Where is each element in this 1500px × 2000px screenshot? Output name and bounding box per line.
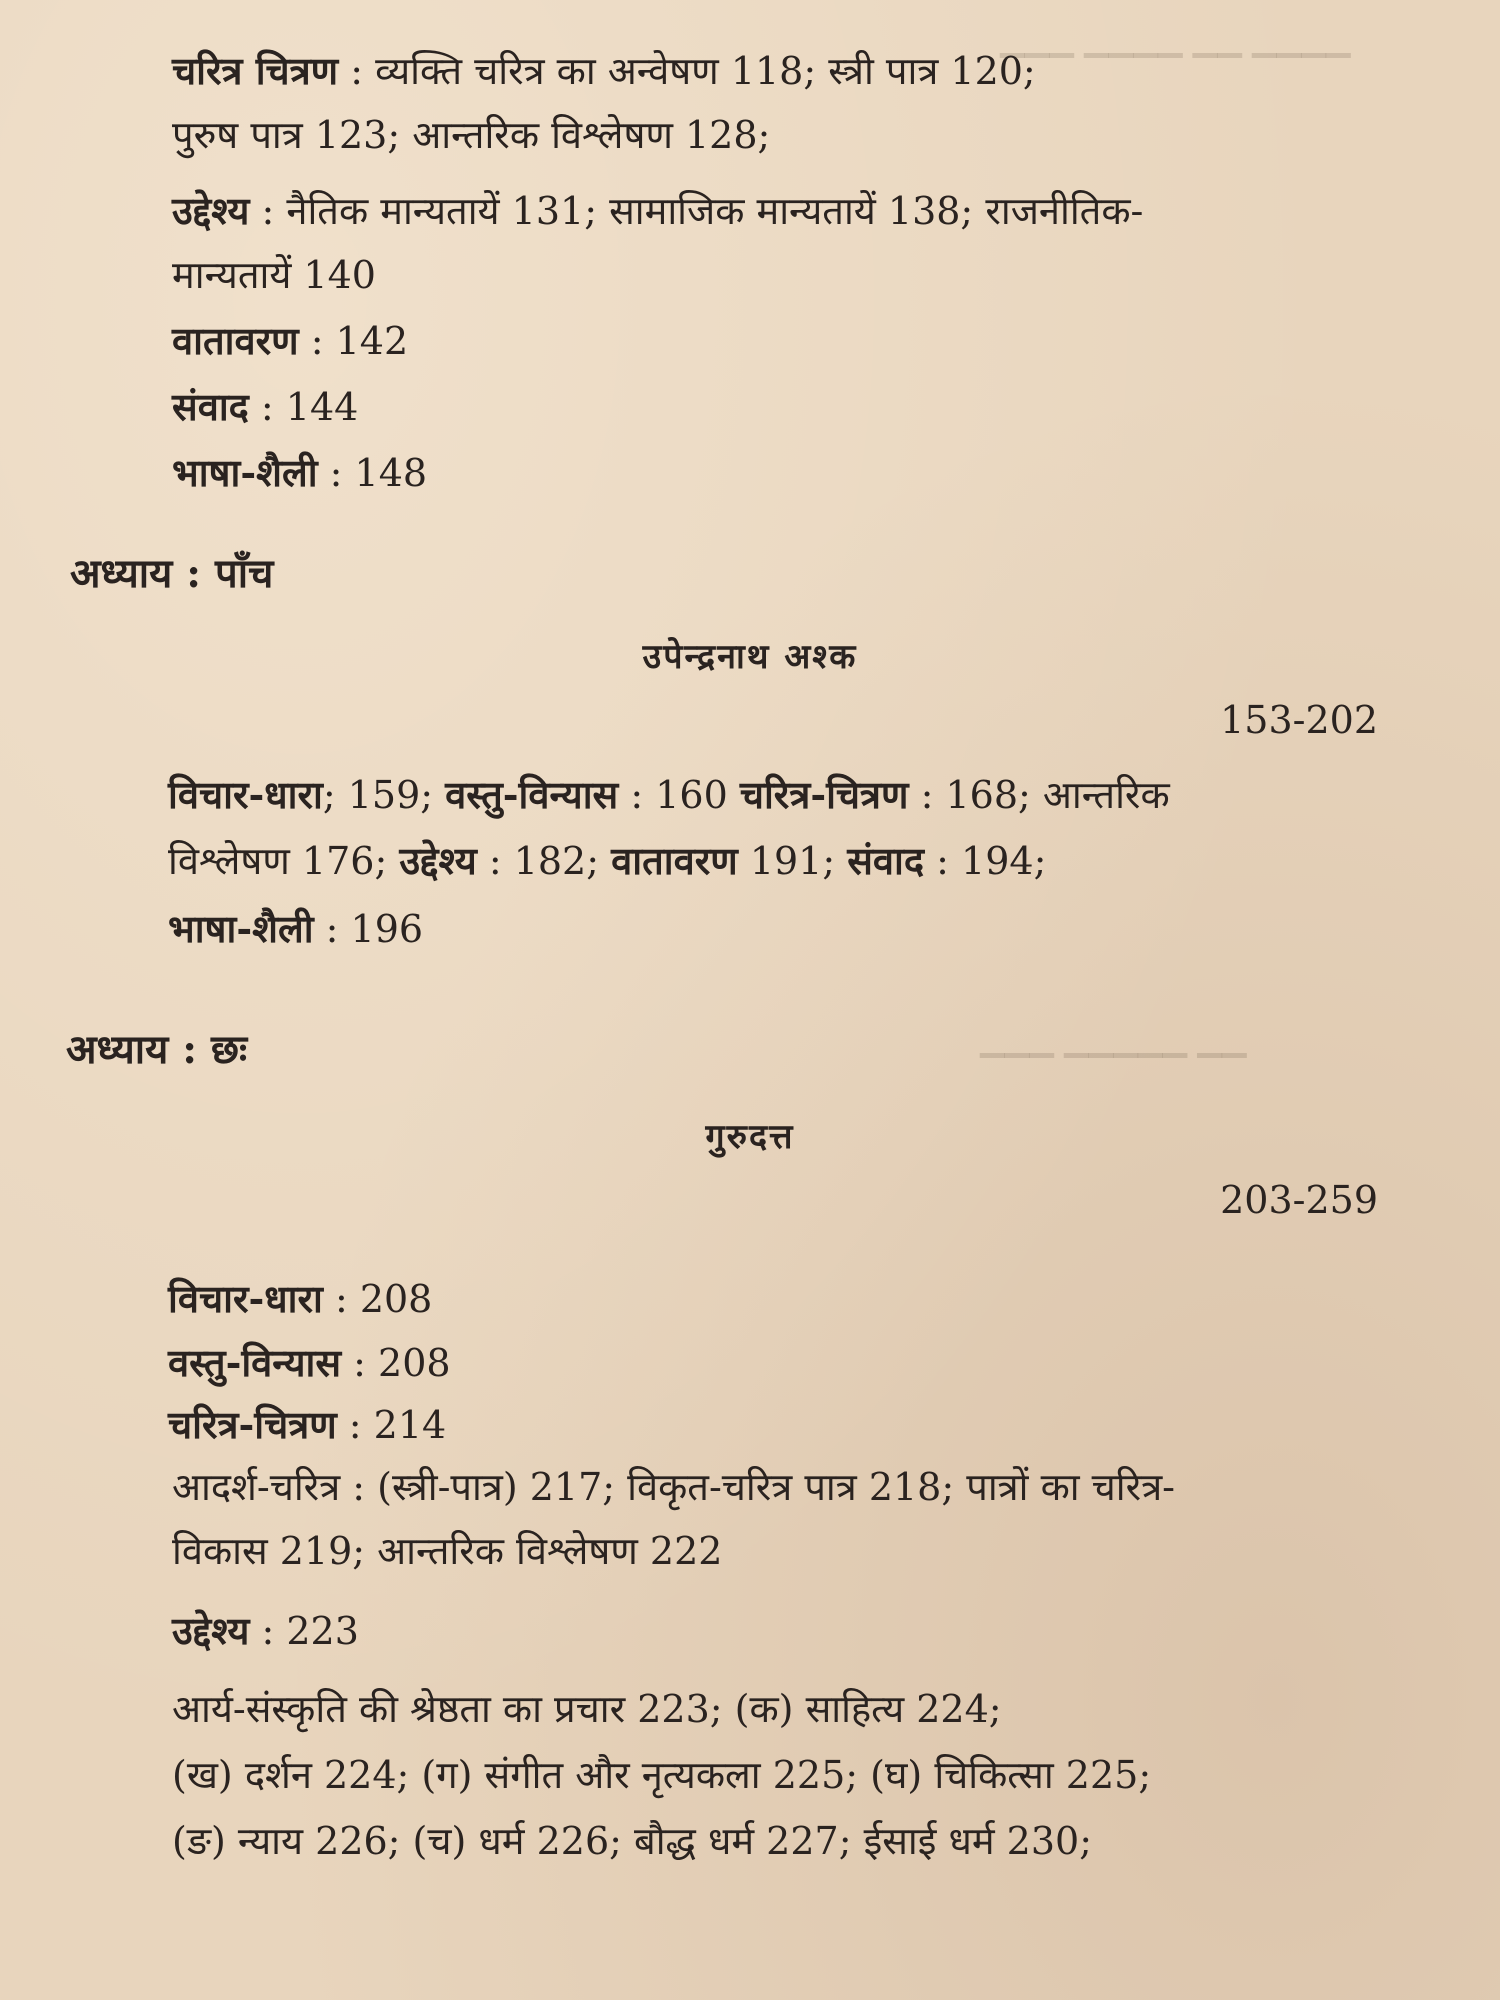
chapter-heading: अध्याय : छः (66, 1026, 248, 1073)
topic-entries: : 214 (336, 1403, 447, 1447)
topic-heading: चरित्र चित्रण (172, 48, 339, 93)
topic-entries: : 196 (313, 907, 424, 951)
index-line (172, 318, 409, 363)
index-line (172, 188, 1144, 233)
topic-entries: : 144 (248, 385, 359, 429)
index-line (168, 1276, 433, 1321)
index-line (172, 450, 428, 495)
topic-entries: : 194; (924, 839, 1047, 883)
index-line: आदर्श-चरित्र : (स्त्री-पात्र) 217; विकृत-चरित्र पात्र 218; पात्रों का चरित्र- (172, 1465, 1176, 1509)
topic-entries: : 148 (317, 451, 428, 495)
topic-heading: संवाद (847, 838, 925, 883)
topic-heading: उद्देश्य (399, 838, 477, 883)
index-line (168, 772, 1170, 817)
topic-heading: भाषा-शैली (168, 906, 314, 951)
topic-entries: : 142 (298, 319, 409, 363)
show-through: ▁▁▁ ▁▁▁▁▁ ▁▁ (980, 1020, 1247, 1058)
topic-heading: विचार-धारा (168, 772, 323, 817)
index-line (172, 384, 359, 429)
topic-heading: वातावरण (172, 318, 299, 363)
topic-entries: : 208 (341, 1341, 451, 1385)
topic-entries: विश्लेषण 176; (168, 839, 400, 883)
chapter-author: गुरुदत्त (705, 1117, 795, 1157)
topic-entries: : 223 (249, 1609, 359, 1653)
show-through: ▁▁▁ ▁▁▁▁ ▁▁ ▁▁▁▁ (1000, 20, 1351, 58)
index-line: पुरुष पात्र 123; आन्तरिक विश्लेषण 128; (172, 113, 771, 157)
topic-heading: वस्तु-विन्यास (168, 1340, 342, 1385)
topic-entries: : 168; आन्तरिक (908, 773, 1170, 817)
index-line (168, 838, 1047, 883)
index-line: (ङ) न्याय 226; (च) धर्म 226; बौद्ध धर्म 227; ईसाई धर्म 230; (172, 1819, 1093, 1863)
topic-heading: विचार-धारा (168, 1276, 323, 1321)
page-range: 203-259 (1220, 1178, 1378, 1222)
page-range: 153-202 (1220, 698, 1378, 742)
topic-entries: : 160 (618, 773, 740, 817)
topic-heading: चरित्र-चित्रण (168, 1402, 337, 1447)
topic-heading: चरित्र-चित्रण (739, 772, 909, 817)
topic-heading: उद्देश्य (172, 188, 250, 233)
index-line: (ख) दर्शन 224; (ग) संगीत और नृत्यकला 225; (घ) चिकित्सा 225; (172, 1753, 1152, 1797)
index-line: विकास 219; आन्तरिक विश्लेषण 222 (172, 1529, 723, 1573)
index-line: आर्य-संस्कृति की श्रेष्ठता का प्रचार 223; (क) साहित्य 224; (172, 1687, 1002, 1731)
topic-entries: : 182; (476, 839, 612, 883)
topic-heading: वातावरण (611, 838, 738, 883)
topic-entries: : 208 (322, 1277, 433, 1321)
topic-entries: 191; (737, 839, 848, 883)
index-line (168, 1402, 447, 1447)
topic-entries: : व्यक्ति चरित्र का अन्वेषण 118; स्त्री पात्र 120; (338, 49, 1036, 93)
chapter-heading: अध्याय : पाँच (70, 550, 274, 597)
topic-heading: उद्देश्य (172, 1608, 250, 1653)
topic-heading: संवाद (172, 384, 249, 429)
topic-heading: भाषा-शैली (172, 450, 318, 495)
index-line (172, 1608, 359, 1653)
index-line (168, 906, 424, 951)
index-line (168, 1340, 451, 1385)
topic-entries: : नैतिक मान्यतायें 131; सामाजिक मान्यतायें 138; राजनीतिक- (249, 189, 1144, 233)
topic-entries: ; 159; (322, 773, 446, 817)
index-line (172, 48, 1036, 93)
index-line: मान्यतायें 140 (172, 253, 376, 297)
topic-heading: वस्तु-विन्यास (445, 772, 619, 817)
chapter-author: उपेन्द्रनाथ अश्क (642, 637, 858, 677)
